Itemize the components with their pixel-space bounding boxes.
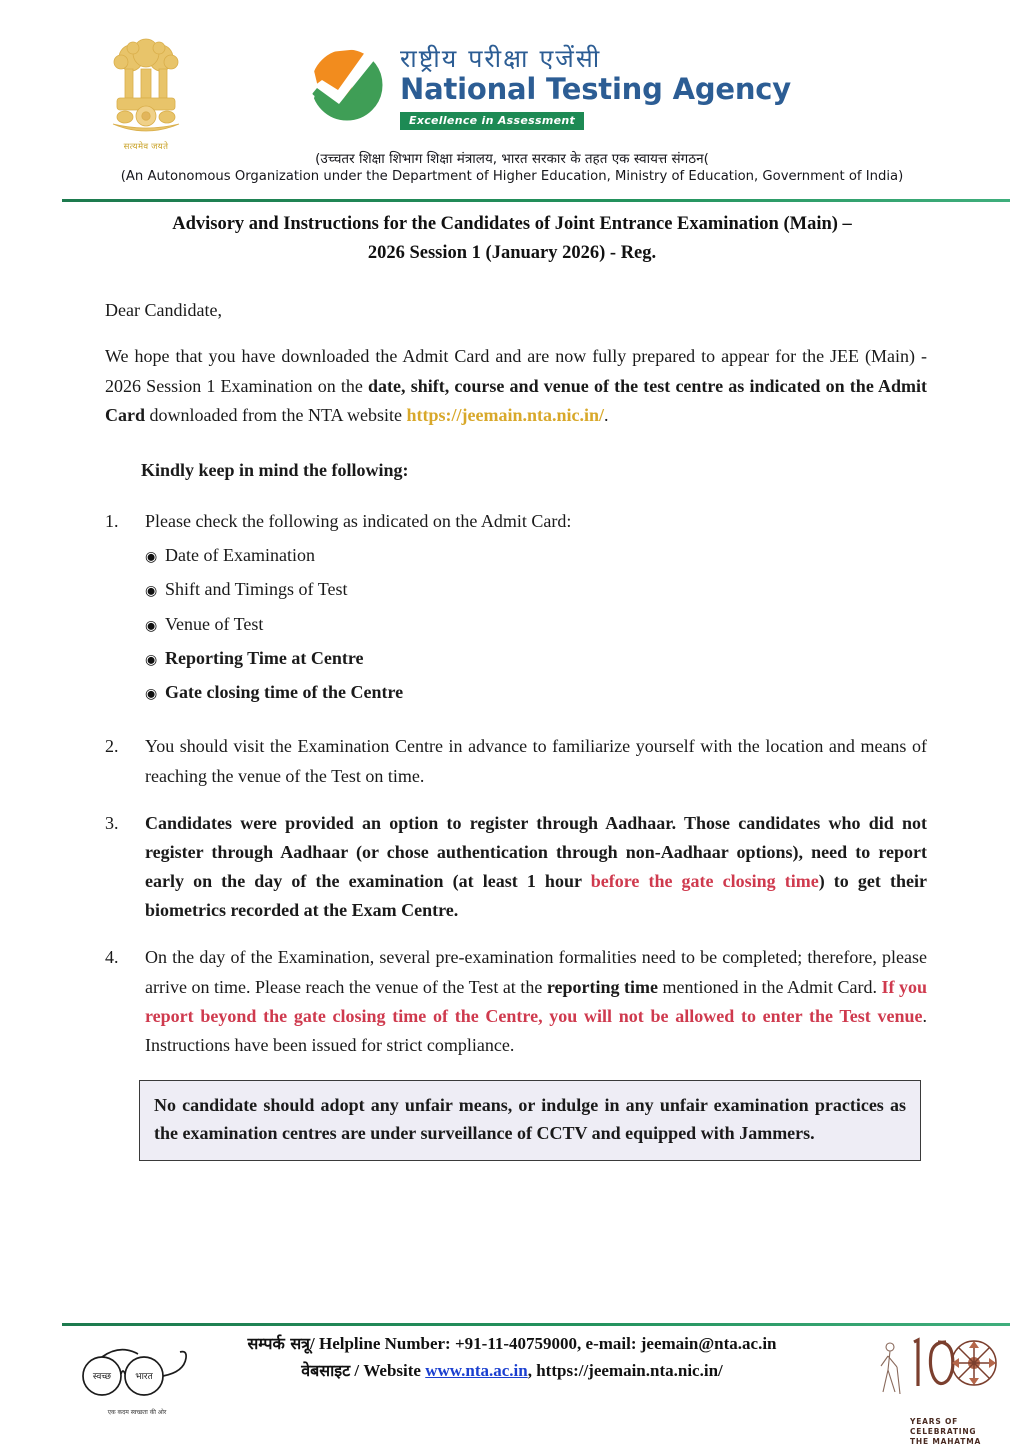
footer-divider [62, 1323, 1010, 1326]
nta-website-link[interactable]: https://jeemain.nta.nic.in/ [406, 404, 605, 425]
instruction-1-lead: Please check the following as indicated on the Admit Card: [145, 510, 572, 531]
brand-tagline: Excellence in Assessment [400, 112, 584, 130]
bullet-circle-icon: ◉ [145, 651, 158, 668]
nta-branding [308, 44, 791, 130]
admit-card-checklist [145, 543, 927, 704]
brand-name-english: National Testing Agency [400, 72, 791, 107]
organization-subtitle-hindi: (उच्चतर शिक्षा शिभाग शिक्षा मंत्रालय, भारत सरकार के तहत एक स्वायत्त संगठन( [315, 151, 709, 167]
glasses-lens-right-text: भारत [135, 1372, 153, 1382]
footer-nta-website-link[interactable]: www.nta.ac.in [425, 1361, 528, 1381]
footer-helpline-text: / Helpline Number: +91-11-40759000, e-mail: jeemain@nta.ac.in [310, 1334, 777, 1353]
instruction-number-3: 3. [105, 812, 119, 833]
footer-website-hindi: वेबसाइट [301, 1361, 351, 1381]
instruction-number-2: 2. [105, 736, 119, 757]
header-divider [62, 199, 1010, 202]
bullet-circle-icon: ◉ [145, 617, 158, 634]
document-footer [0, 1328, 1024, 1446]
nta-brand-text [400, 44, 791, 130]
glasses-caption: एक कदम स्वच्छता की ओर [107, 1409, 167, 1416]
organization-subtitle [0, 152, 1024, 184]
organization-subtitle-english: (An Autonomous Organization under the Department of Higher Education, Ministry of Education, Government of India) [120, 168, 904, 184]
document-header [0, 0, 1024, 184]
intro-text-part1: We hope that you have downloaded the Admit Card and are now fully prepared to appear for the JEE (Main) - 2026 Session 1 Examination on the [105, 346, 927, 396]
instruction-item-1 [105, 507, 927, 715]
footer-website-line [0, 1357, 1024, 1384]
checklist-item [145, 543, 927, 567]
checklist-label: Shift and Timings of Test [165, 579, 348, 600]
nta-checkmark-logo-icon [308, 46, 386, 124]
instruction-4-seg3: . Instructions have been issued for strict compliance. [145, 1005, 927, 1055]
document-body [97, 297, 927, 1160]
instruction-number-1: 1. [105, 510, 119, 531]
footer-website-rest: , https://jeemain.nta.nic.in/ [527, 1361, 723, 1381]
instruction-4-seg1: On the day of the Examination, several pre-examination formalities need to be completed; therefore, please arrive on time. Please reach the venue of the Test at the [145, 947, 927, 997]
bullet-circle-icon: ◉ [145, 686, 158, 703]
checklist-label: Date of Examination [165, 544, 315, 565]
150-years-caption-line1: YEARS OF [910, 1417, 959, 1426]
150-years-caption [910, 1417, 1004, 1447]
instruction-number-4: 4. [105, 947, 119, 968]
instruction-3-seg1: Candidates were provided an option to register through Aadhaar. Those candidates who did not register through Aadhaar (or chose authentication through non-Aadhaar options), need to report early on the day of the examination (at least 1 hour [145, 812, 927, 892]
footer-contact-block [0, 1330, 1024, 1384]
150-years-caption-line2: CELEBRATING [910, 1427, 977, 1437]
instruction-text-4 [145, 943, 927, 1060]
instruction-4-seg2: mentioned in the Admit Card. [657, 976, 882, 997]
bullet-circle-icon: ◉ [145, 548, 158, 565]
150-years-mahatma-logo-icon [876, 1336, 1004, 1447]
keep-in-mind-heading: Kindly keep in mind the following: [141, 459, 409, 480]
checklist-item [145, 646, 927, 670]
emblem-caption: सत्यमेव जयते [123, 141, 169, 151]
footer-helpline-line [0, 1330, 1024, 1357]
instruction-4-bold: reporting time [546, 976, 658, 997]
instruction-3-seg2: ) to get their biometrics recorded at the Exam Centre. [145, 871, 927, 921]
checklist-item [145, 680, 927, 704]
instructions-list [105, 507, 927, 1060]
checklist-item [145, 577, 927, 601]
intro-text-part3: . [604, 404, 609, 425]
document-title-line2: 2026 Session 1 (January 2026) - Reg. [367, 242, 657, 263]
instruction-3-red-emphasis: before the gate closing time [590, 871, 819, 892]
footer-helpline-hindi: सम्पर्क सत्रू [247, 1334, 310, 1353]
instruction-text-3 [145, 809, 927, 926]
instruction-4-red-emphasis: If you report beyond the gate closing time of the Centre, you will not be allowed to enter the Test venue [145, 976, 928, 1026]
instruction-item-3 [105, 809, 927, 926]
150-years-caption-line3: THE MAHATMA [910, 1437, 982, 1447]
document-title-line1: Advisory and Instructions for the Candidates of Joint Entrance Examination (Main) – [172, 214, 852, 234]
checklist-label: Gate closing time of the Centre [165, 682, 404, 703]
intro-text-bold: date, shift, course and venue of the test centre as indicated on the Admit Card [105, 375, 927, 425]
checklist-label: Reporting Time at Centre [165, 647, 364, 668]
glasses-lens-left-text: स्वच्छ [92, 1372, 112, 1382]
bullet-circle-icon: ◉ [145, 583, 158, 600]
checklist-item [145, 612, 927, 636]
document-title [117, 210, 907, 267]
instruction-text-1 [145, 507, 927, 715]
state-emblem-of-india-icon [100, 36, 192, 156]
intro-paragraph [105, 342, 927, 429]
unfair-means-notice-box: No candidate should adopt any unfair means, or indulge in any unfair examination practices as the examination centres are under surveillance of CCTV and equipped with Jammers. [139, 1080, 921, 1161]
instruction-text-2: You should visit the Examination Centre in advance to familiarize yourself with the location and means of reaching the venue of the Test on time. [145, 736, 927, 786]
instruction-item-4 [105, 943, 927, 1060]
brand-name-hindi: राष्ट्रीय परीक्षा एजेंसी [400, 44, 602, 73]
checklist-label: Venue of Test [165, 613, 264, 634]
footer-website-label: / Website [350, 1361, 426, 1381]
salutation: Dear Candidate, [105, 300, 222, 321]
instruction-item-2 [105, 732, 927, 790]
intro-text-part2: downloaded from the NTA website [145, 404, 407, 425]
